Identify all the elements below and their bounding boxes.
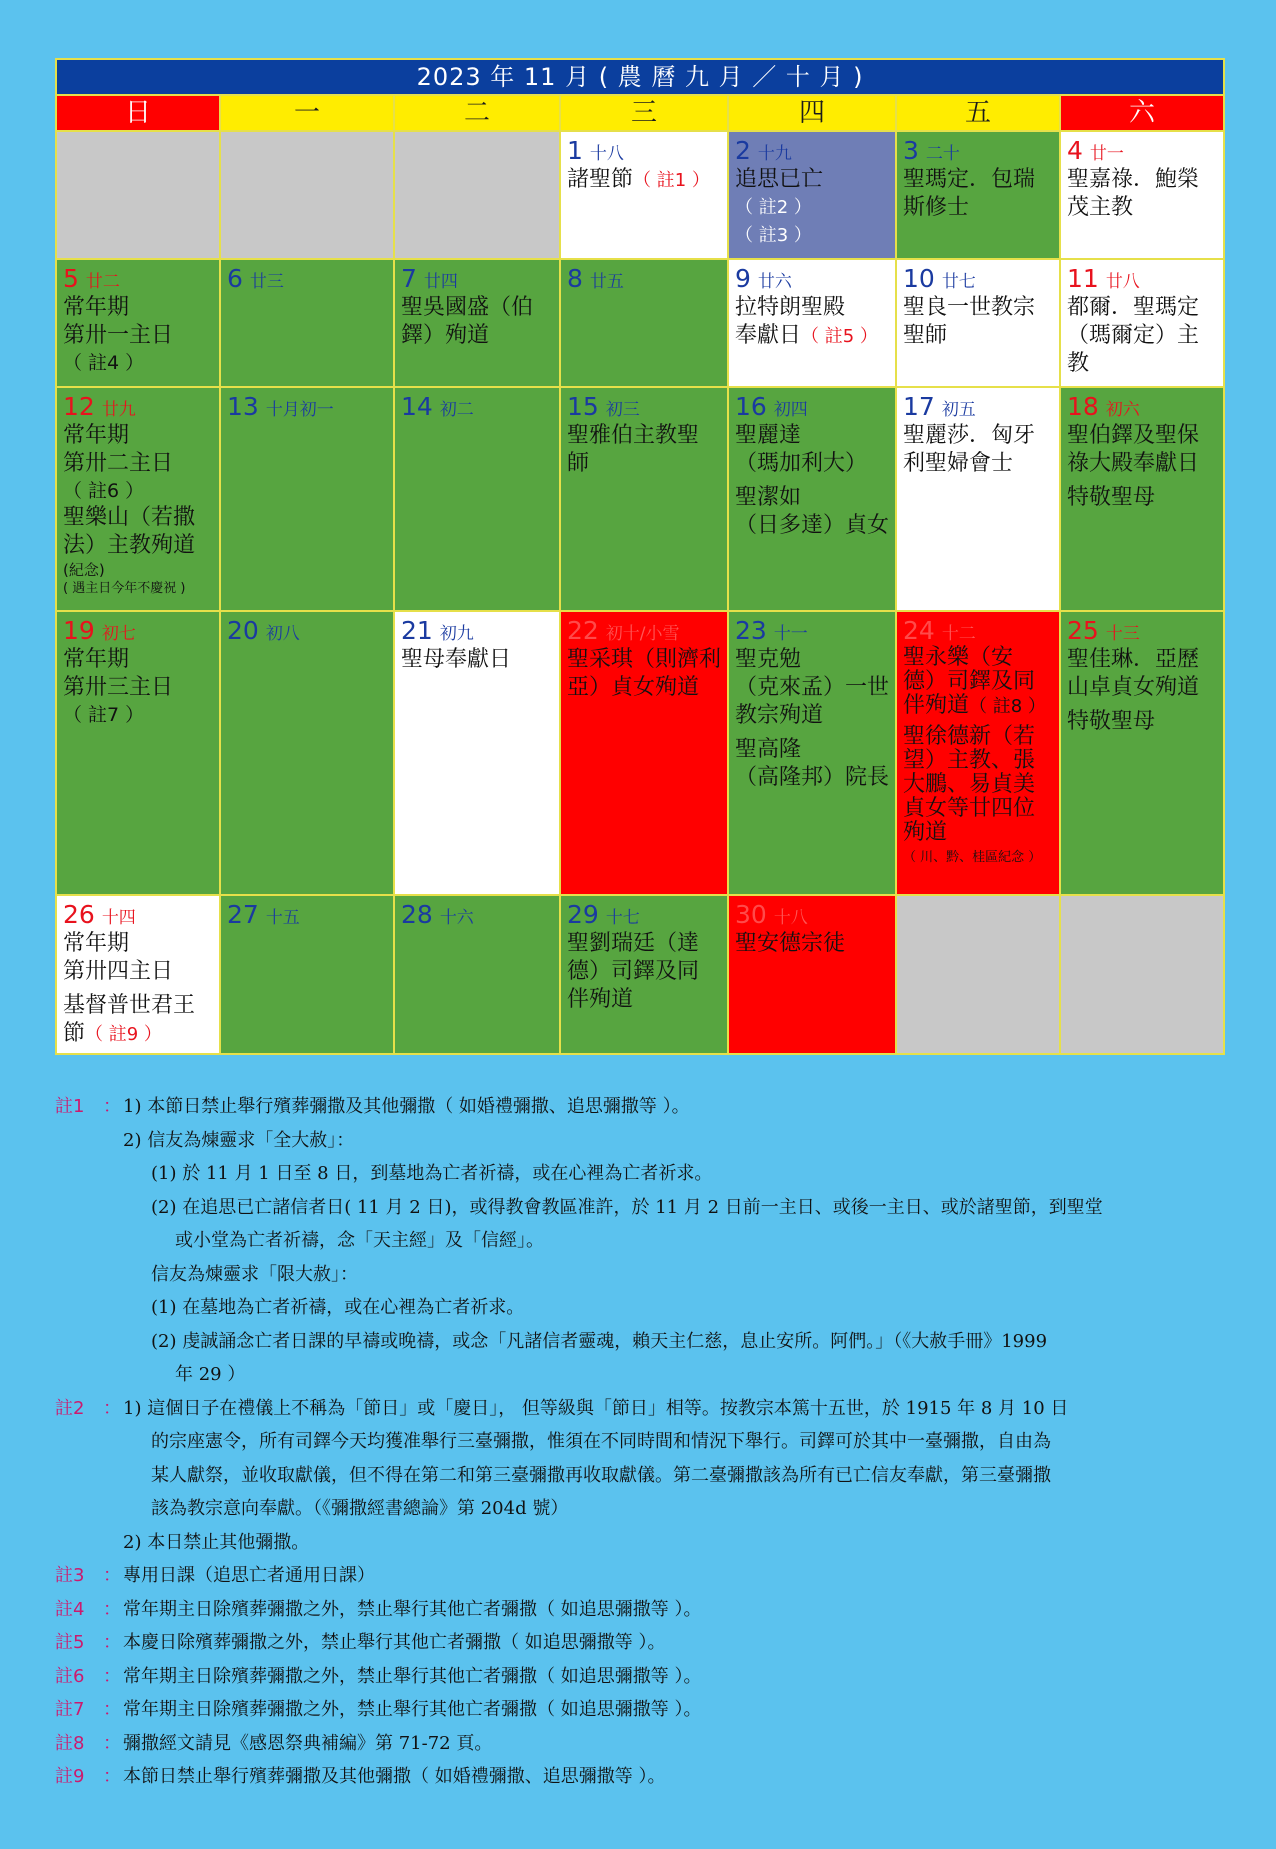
day-number: 24: [903, 616, 935, 645]
footnote-label: 註3: [55, 1565, 85, 1586]
day-cell-10: [896, 259, 1060, 387]
feast-name: 特敬聖母: [1067, 485, 1156, 510]
day-cell-12: [56, 387, 220, 611]
day-number: 29: [567, 900, 599, 929]
week-row-2: [56, 259, 1224, 387]
feast-name: 聖麗莎．匈牙: [903, 423, 1036, 448]
footnote-row: [55, 1459, 1225, 1493]
day-number: 15: [567, 392, 599, 421]
lunar-date: 廿六: [757, 272, 792, 292]
footnote-text: 1) 本節日禁止舉行殯葬彌撒及其他彌撒（ 如婚禮彌撒、追思彌撒等 ）。: [123, 1096, 690, 1117]
day-cell-6: [220, 259, 394, 387]
day-number: 30: [735, 900, 767, 929]
week-row-1: [56, 131, 1224, 259]
footnote-label: 註1: [55, 1096, 85, 1117]
feast-name: 大鵬、易貞美: [903, 772, 1036, 797]
footnote-text: 該為教宗意向奉獻。（《彌撒經書總論》第 204d 號）: [151, 1498, 569, 1519]
lunar-date: 十九: [757, 144, 792, 164]
empty-day-cell: [1060, 895, 1224, 1054]
feast-name: 基督普世君王: [63, 993, 196, 1018]
lunar-date: 十月初一: [265, 400, 334, 420]
footnote-text: (2) 在追思已亡諸信者日( 11 月 2 日)，或得教會教區准許，於 11 月 2 日前一主日、或後一主日、或於諸聖節，到聖堂: [151, 1196, 1103, 1218]
day-cell-7: [394, 259, 560, 387]
weekday-fri: 五: [896, 95, 1060, 131]
day-cell-23: [728, 611, 896, 895]
footnote-row: [55, 1559, 1225, 1593]
day-number: 25: [1067, 616, 1099, 645]
footnote-row: [55, 1392, 1225, 1426]
footnote-text: 本慶日除殯葬彌撒之外，禁止舉行其他亡者彌撒（ 如追思彌撒等 ）。: [123, 1632, 666, 1653]
day-number: 6: [227, 264, 243, 293]
footnote-text: 2) 本日禁止其他彌撒。: [123, 1531, 310, 1553]
lunar-date: 十七: [605, 908, 640, 928]
footnote-row: [55, 1191, 1225, 1225]
feast-name: 貞女等廿四位: [903, 796, 1036, 821]
memorial-note: （ 川、黔、桂區紀念 ）: [903, 850, 1042, 865]
lunar-date: 廿二: [85, 272, 120, 292]
footnote-colon: ：: [103, 1699, 121, 1720]
footnote-label: 註4: [55, 1598, 85, 1620]
weekday-header-row: [56, 95, 1224, 131]
note-ref: （ 註2 ）: [735, 197, 812, 218]
lunar-date: 十一: [773, 624, 808, 644]
feast-name: 聖采琪（則濟利: [567, 647, 722, 672]
day-number: 21: [401, 616, 433, 645]
footnote-row: [55, 1325, 1225, 1359]
footnote-text: 的宗座憲令，所有司鐸今天均獲准舉行三臺彌撒，惟須在不同時間和情況下舉行。司鐸可於其中一臺彌撒，自由為: [151, 1431, 1051, 1452]
lunar-date: 廿八: [1105, 272, 1140, 292]
feast-name: 望）主教、張: [903, 748, 1036, 773]
day-number: 5: [63, 264, 79, 293]
footnote-text: 常年期主日除殯葬彌撒之外，禁止舉行其他亡者彌撒（ 如追思彌撒等 ）。: [123, 1598, 702, 1620]
footnote-row: [55, 1626, 1225, 1660]
feast-name: 師: [567, 451, 590, 476]
feast-name: 節: [63, 1021, 86, 1046]
feast-name: 伴殉道: [903, 693, 970, 718]
weekday-sat: 六: [1060, 95, 1224, 131]
footnote-text: 信友為煉靈求「限大赦」：: [151, 1263, 358, 1285]
lunar-date: 十三: [1105, 624, 1140, 644]
feast-name: 德）司鐸及同: [567, 959, 700, 984]
day-number: 10: [903, 264, 935, 293]
footnote-text: 常年期主日除殯葬彌撒之外，禁止舉行其他亡者彌撒（ 如追思彌撒等 ）。: [123, 1665, 702, 1687]
day-number: 14: [401, 392, 433, 421]
feast-name: 聖安德宗徒: [735, 931, 846, 956]
feast-name: 聖師: [903, 323, 948, 348]
day-number: 4: [1067, 136, 1083, 165]
feast-name: （日多達）貞女: [735, 513, 890, 538]
feast-name: 教宗殉道: [735, 703, 824, 728]
day-number: 3: [903, 136, 919, 165]
footnote-text: 年 29 ）: [175, 1364, 246, 1385]
lunar-date: 十六: [439, 908, 474, 928]
lunar-date: 廿五: [589, 272, 624, 292]
footnote-row: [55, 1090, 1225, 1124]
lunar-date: 廿九: [101, 400, 136, 420]
day-number: 8: [567, 264, 583, 293]
lunar-date: 初八: [265, 624, 300, 644]
lunar-date: 初五: [941, 400, 976, 420]
feast-name: 聖潔如: [735, 485, 802, 510]
footnote-colon: ：: [103, 1397, 121, 1419]
feast-name: 特敬聖母: [1067, 709, 1156, 734]
feast-name: 聖樂山（若撒: [63, 505, 196, 530]
footnote-colon: ：: [103, 1598, 121, 1620]
feast-name: 聖佳琳．亞歷: [1067, 647, 1200, 672]
memorial-label: (紀念): [63, 561, 105, 579]
day-cell-22: [560, 611, 728, 895]
day-cell-14: [394, 387, 560, 611]
note-ref: （ 註8 ）: [969, 696, 1046, 717]
feast-name: （克來孟）一世: [735, 675, 890, 700]
feast-name: 諸聖節: [567, 167, 634, 192]
weekday-mon: 一: [220, 95, 394, 131]
feast-name: 亞）貞女殉道: [567, 675, 700, 700]
day-cell-25: [1060, 611, 1224, 895]
feast-name: 第卅三主日: [63, 675, 174, 700]
footnote-label: 註8: [55, 1732, 85, 1754]
day-cell-21: [394, 611, 560, 895]
feast-name: 聖永樂（安: [903, 645, 1014, 670]
feast-name: （高隆邦）院長: [735, 765, 890, 790]
day-cell-16: [728, 387, 896, 611]
footnote-text: (1) 在墓地為亡者祈禱，或在心裡為亡者祈求。: [151, 1297, 525, 1318]
day-cell-18: [1060, 387, 1224, 611]
memorial-note: ( 遇主日今年不慶祝 ): [63, 581, 186, 596]
day-cell-24: [896, 611, 1060, 895]
day-number: 26: [63, 900, 95, 929]
day-cell-2: [728, 131, 896, 259]
feast-name: 法）主教殉道: [63, 533, 196, 558]
lunar-date: 廿一: [1089, 144, 1124, 164]
empty-day-cell: [394, 131, 560, 259]
lunar-date: 初六: [1105, 400, 1140, 420]
lunar-date: 初三: [605, 400, 640, 420]
empty-day-cell: [220, 131, 394, 259]
feast-name: 追思已亡: [735, 167, 824, 192]
feast-name: 祿大殿奉獻日: [1067, 451, 1200, 476]
footnote-colon: ：: [103, 1732, 121, 1754]
lunar-date: 廿三: [249, 272, 284, 292]
footnote-row: [55, 1425, 1225, 1459]
day-number: 9: [735, 264, 751, 293]
day-cell-9: [728, 259, 896, 387]
weekday-tue: 二: [394, 95, 560, 131]
feast-name: 常年期: [63, 647, 130, 672]
lunar-date: 初四: [773, 400, 808, 420]
lunar-date: 初十/小雪: [605, 624, 680, 644]
feast-name: 聖嘉祿．鮑榮: [1067, 167, 1200, 192]
lunar-date: 廿四: [423, 272, 458, 292]
footnote-label: 註7: [55, 1699, 85, 1720]
day-number: 22: [567, 616, 599, 645]
footnote-label: 註6: [55, 1665, 85, 1687]
day-cell-3: [896, 131, 1060, 259]
footnote-label: 註5: [55, 1632, 85, 1653]
day-number: 12: [63, 392, 95, 421]
feast-name: 聖劉瑞廷（達: [567, 931, 700, 956]
feast-name: 聖高隆: [735, 737, 802, 762]
feast-name: 山卓貞女殉道: [1067, 675, 1200, 700]
note-ref: （ 註6 ）: [63, 480, 145, 502]
footnote-row: [55, 1693, 1225, 1727]
lunar-date: 初二: [439, 400, 474, 420]
feast-name: 第卅二主日: [63, 451, 174, 476]
feast-name: 聖伯鐸及聖保: [1067, 423, 1200, 448]
footnote-colon: ：: [103, 1632, 121, 1653]
day-number: 2: [735, 136, 751, 165]
feast-name: 聖母奉獻日: [401, 647, 512, 672]
day-cell-29: [560, 895, 728, 1054]
week-row-5: [56, 895, 1224, 1054]
feast-name: 聖吳國盛（伯: [401, 295, 534, 320]
feast-name: 第卅四主日: [63, 959, 174, 984]
day-cell-20: [220, 611, 394, 895]
lunar-date: 十五: [265, 908, 300, 928]
day-number: 7: [401, 264, 417, 293]
week-row-3: [56, 387, 1224, 611]
lunar-date: 初九: [439, 624, 474, 644]
day-cell-11: [1060, 259, 1224, 387]
day-number: 27: [227, 900, 259, 929]
note-ref: （ 註1 ）: [633, 170, 710, 191]
day-cell-5: [56, 259, 220, 387]
feast-name: 常年期: [63, 295, 130, 320]
feast-name: 常年期: [63, 931, 130, 956]
day-number: 28: [401, 900, 433, 929]
day-cell-4: [1060, 131, 1224, 259]
footnote-row: [55, 1760, 1225, 1794]
footnote-colon: ：: [103, 1766, 121, 1787]
feast-name: 聖徐德新（若: [903, 724, 1036, 749]
day-cell-1: [560, 131, 728, 259]
footnotes: [55, 1090, 1225, 1794]
note-ref: （ 註9 ）: [85, 1024, 162, 1045]
lunar-date: 十二: [941, 624, 976, 644]
footnote-row: [55, 1660, 1225, 1694]
footnote-colon: ：: [103, 1096, 121, 1117]
footnote-row: [55, 1526, 1225, 1560]
day-cell-30: [728, 895, 896, 1054]
note-ref: （ 註3 ）: [735, 225, 812, 246]
lunar-date: 廿七: [941, 272, 976, 292]
weekday-thu: 四: [728, 95, 896, 131]
footnote-label: 註9: [55, 1766, 85, 1787]
day-number: 1: [567, 136, 583, 165]
calendar-table: [55, 58, 1225, 1055]
footnote-row: [55, 1358, 1225, 1392]
footnote-row: [55, 1157, 1225, 1191]
feast-name: 常年期: [63, 423, 130, 448]
footnote-row: [55, 1291, 1225, 1325]
empty-day-cell: [896, 895, 1060, 1054]
feast-name: （瑪爾定）主教: [1067, 323, 1200, 376]
day-number: 23: [735, 616, 767, 645]
day-number: 20: [227, 616, 259, 645]
footnote-text: 1) 這個日子在禮儀上不稱為「節日」或「慶日」， 但等級與「節日」相等。按教宗本篤十五世，於 1915 年 8 月 10 日: [123, 1397, 1069, 1419]
day-number: 13: [227, 392, 259, 421]
note-ref: （ 註5 ）: [801, 326, 878, 347]
day-number: 11: [1067, 264, 1099, 293]
calendar-title: 2023 年 11 月 ( 農 曆 九 月 ／ 十 月 ): [56, 59, 1224, 95]
day-cell-19: [56, 611, 220, 895]
footnote-text: (1) 於 11 月 1 日至 8 日，到墓地為亡者祈禱，或在心裡為亡者祈求。: [151, 1163, 713, 1184]
footnote-row: [55, 1258, 1225, 1292]
day-cell-26: [56, 895, 220, 1054]
feast-name: 奉獻日: [735, 323, 802, 348]
feast-name: 鐸）殉道: [401, 323, 490, 348]
week-row-4: [56, 611, 1224, 895]
footnote-text: 2) 信友為煉靈求「全大赦」：: [123, 1129, 355, 1151]
feast-name: 聖克勉: [735, 647, 802, 672]
lunar-date: 二十: [925, 144, 960, 164]
lunar-date: 初七: [101, 624, 136, 644]
day-number: 19: [63, 616, 95, 645]
day-cell-13: [220, 387, 394, 611]
feast-name: 聖良一世教宗: [903, 295, 1036, 320]
footnote-label: 註2: [55, 1397, 85, 1419]
empty-day-cell: [56, 131, 220, 259]
day-number: 18: [1067, 392, 1099, 421]
footnote-text: 某人獻祭，並收取獻儀，但不得在第二和第三臺彌撒再收取獻儀。第二臺彌撒該為所有已亡信友奉獻，第三臺彌撒: [151, 1464, 1051, 1486]
feast-name: 殉道: [903, 820, 948, 845]
footnote-text: (2) 虔誠誦念亡者日課的早禱或晚禱，或念「凡諸信者靈魂，賴天主仁慈，息止安所。阿們。」（《大赦手冊》1999: [151, 1330, 1048, 1352]
weekday-wed: 三: [560, 95, 728, 131]
feast-name: 斯修士: [903, 195, 970, 220]
feast-name: 伴殉道: [567, 987, 634, 1012]
footnote-text: 本節日禁止舉行殯葬彌撒及其他彌撒（ 如婚禮彌撒、追思彌撒等 ）。: [123, 1766, 666, 1787]
footnote-colon: ：: [103, 1565, 121, 1586]
footnote-row: [55, 1224, 1225, 1258]
note-ref: （ 註7 ）: [63, 704, 145, 726]
weekday-sun: 日: [56, 95, 220, 131]
footnote-row: [55, 1593, 1225, 1627]
day-number: 17: [903, 392, 935, 421]
day-cell-17: [896, 387, 1060, 611]
feast-name: 利聖婦會士: [903, 451, 1014, 476]
feast-name: 聖雅伯主教聖: [567, 423, 700, 448]
footnote-text: 專用日課（追思亡者通用日課）: [123, 1565, 375, 1586]
feast-name: 都爾．聖瑪定: [1067, 295, 1200, 320]
feast-name: 德）司鐸及同: [903, 669, 1036, 694]
day-cell-15: [560, 387, 728, 611]
footnote-text: 彌撒經文請見《感恩祭典補編》第 71-72 頁。: [123, 1732, 493, 1754]
footnote-row: [55, 1124, 1225, 1158]
feast-name: 聖瑪定．包瑞: [903, 167, 1036, 192]
feast-name: 第卅一主日: [63, 323, 174, 348]
day-number: 16: [735, 392, 767, 421]
feast-name: 茂主教: [1067, 195, 1134, 220]
lunar-date: 十八: [589, 144, 624, 164]
footnote-text: 常年期主日除殯葬彌撒之外，禁止舉行其他亡者彌撒（ 如追思彌撒等 ）。: [123, 1699, 702, 1720]
feast-name: 聖麗達: [735, 423, 802, 448]
footnote-text: 或小堂為亡者祈禱，念「天主經」及「信經」。: [175, 1230, 544, 1251]
day-cell-28: [394, 895, 560, 1054]
lunar-date: 十八: [773, 908, 808, 928]
day-cell-8: [560, 259, 728, 387]
day-cell-27: [220, 895, 394, 1054]
footnote-row: [55, 1492, 1225, 1526]
footnote-row: [55, 1727, 1225, 1761]
feast-name: 拉特朗聖殿: [735, 295, 846, 320]
note-ref: （ 註4 ）: [63, 352, 145, 374]
footnote-colon: ：: [103, 1665, 121, 1687]
feast-name: （瑪加利大）: [735, 451, 868, 476]
lunar-date: 十四: [101, 908, 136, 928]
